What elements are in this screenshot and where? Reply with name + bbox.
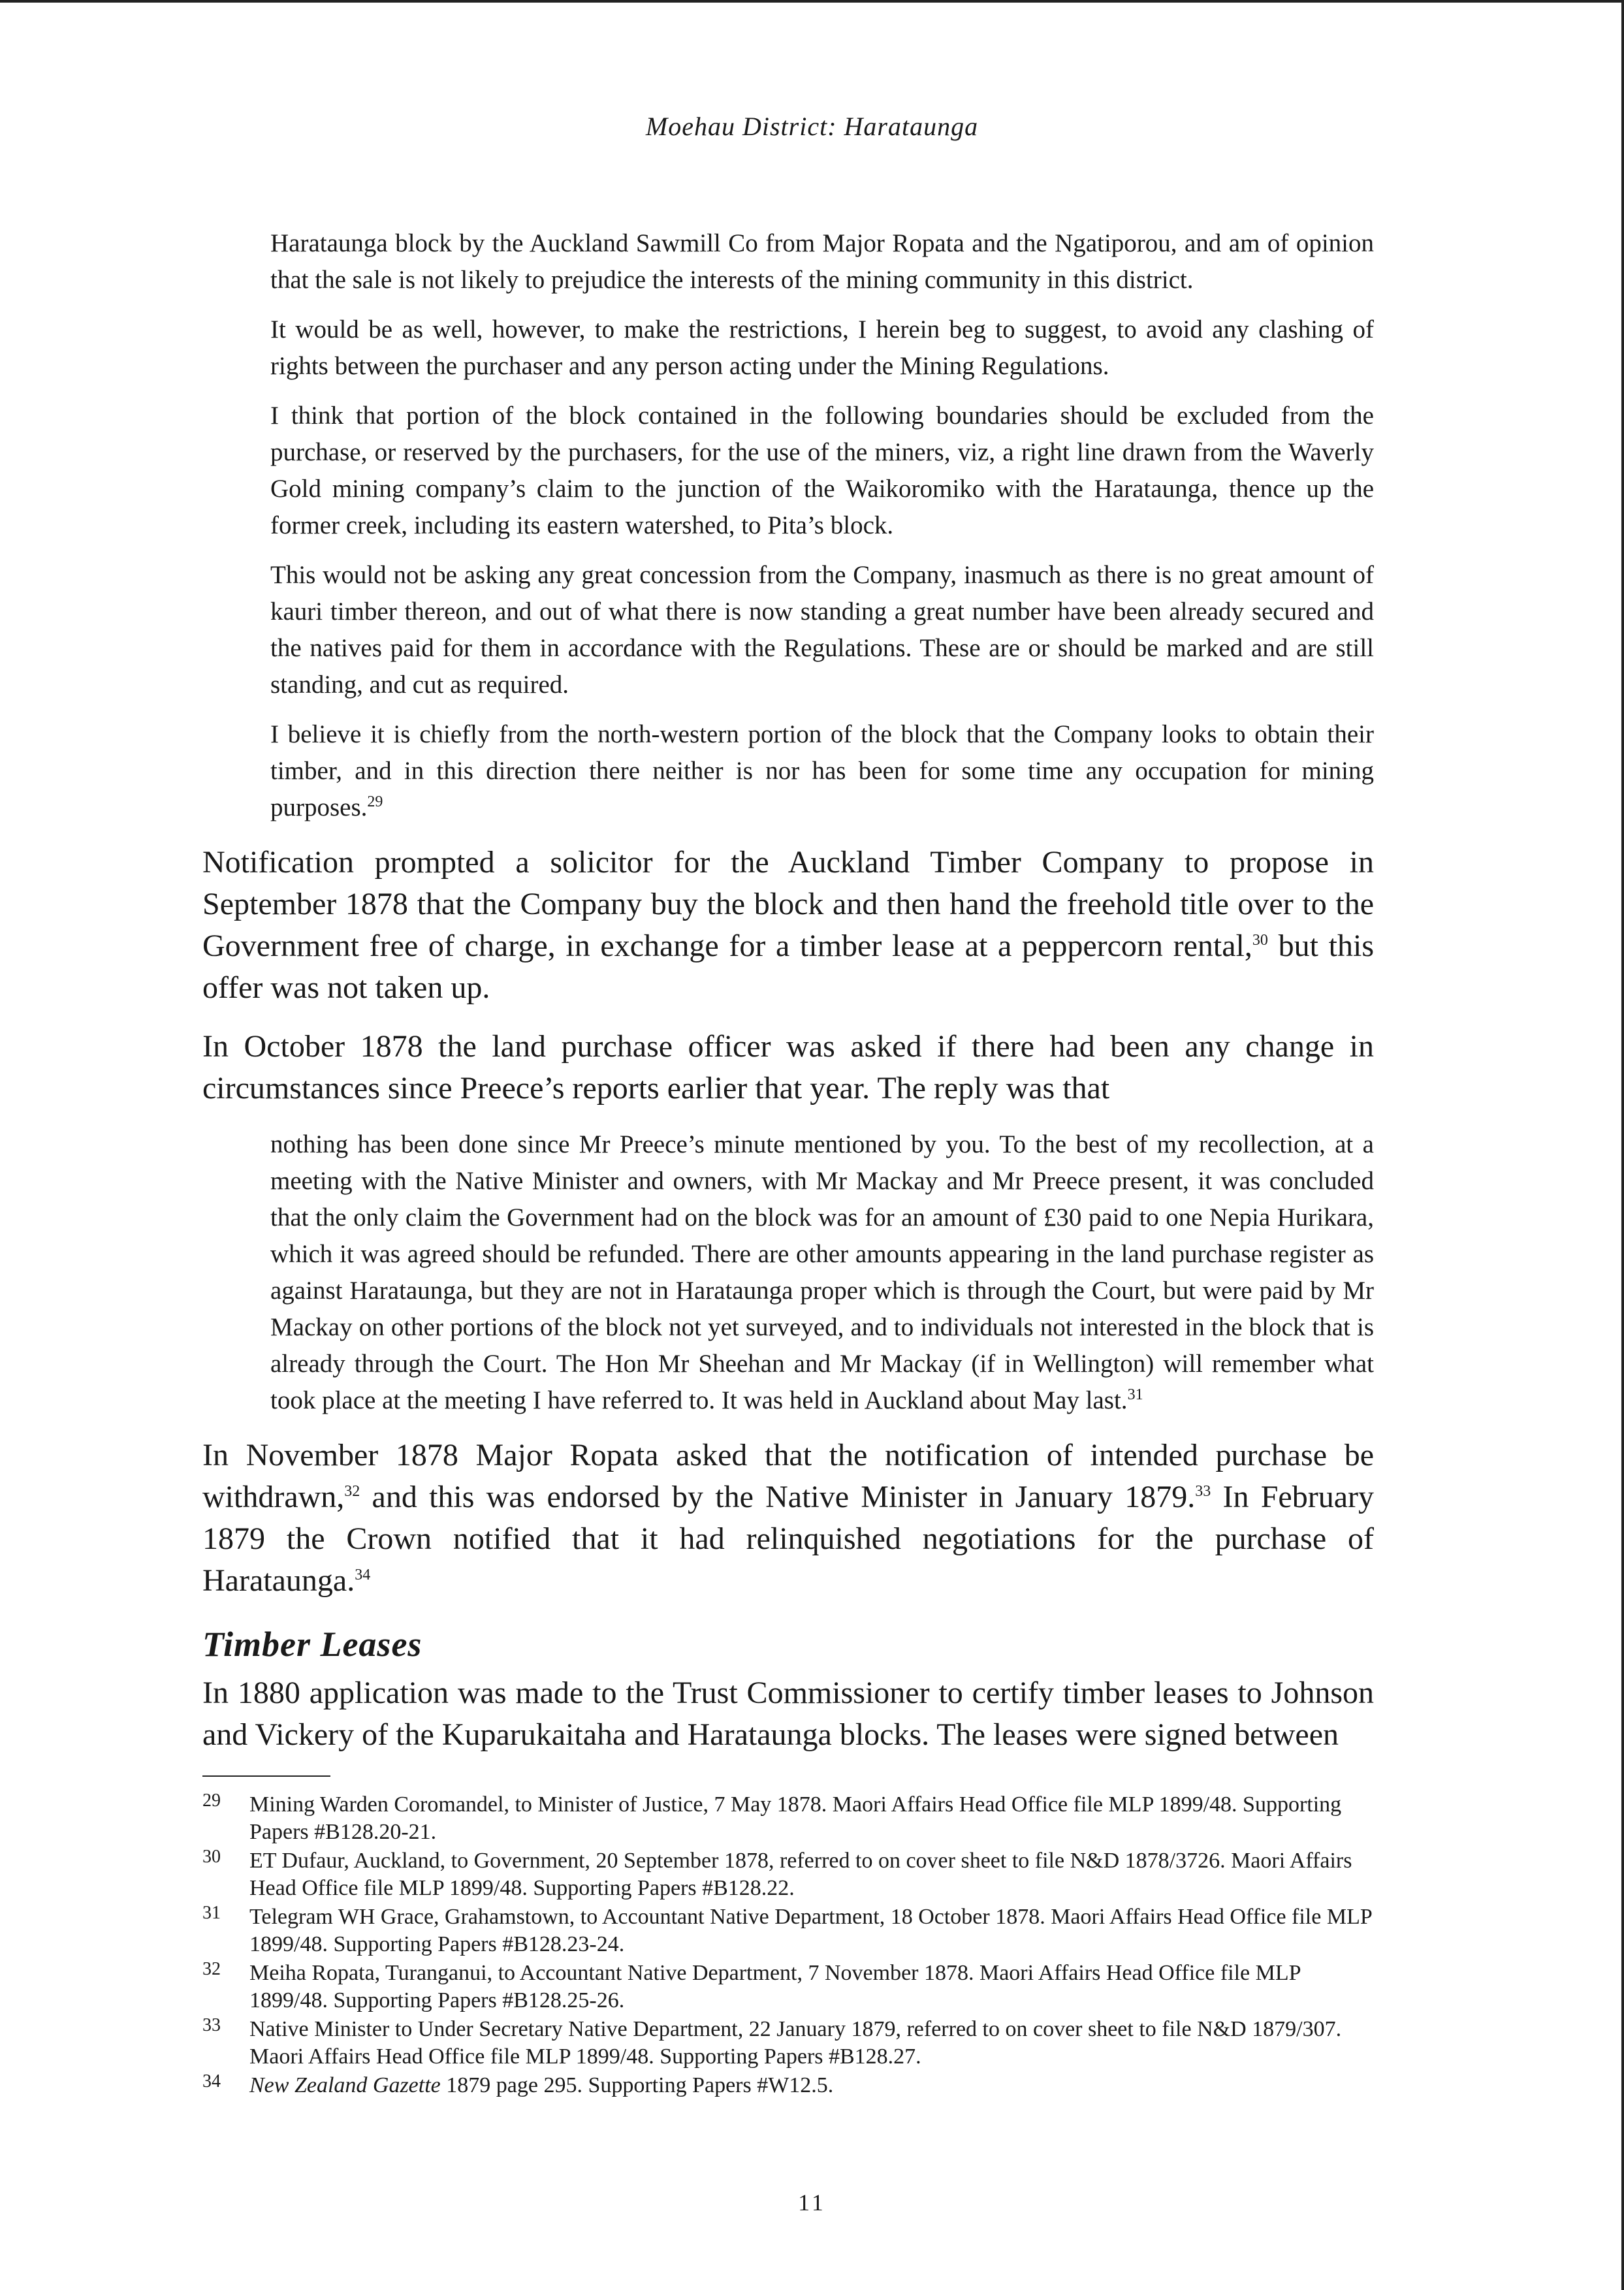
footnote-number: 30 [202,1847,221,1867]
footnote [202,1903,1374,1958]
quote-paragraph: This would not be asking any great concession from the Company, inasmuch as there is no great amount of kauri timber thereon, and out of what there is now standing a great number have been already secured and the natives paid for them in accordance with the Regulations. These are or should be marked and are still standing, and cut as required. [270,561,1374,699]
quote-paragraph: I think that portion of the block contained in the following boundaries should be excluded from the purchase, or reserved by the purchasers, for the use of the miners, viz, a right line drawn from the Waverly Gold mining company’s claim to the junction of the Waikoromiko with the Harataunga, thence up the former creek, including its eastern watershed, to Pita’s block. [270,402,1374,539]
footnote-ref[interactable]: 30 [1252,932,1268,949]
footnotes [202,1791,1374,2099]
footnote [202,2072,1374,2099]
quote-paragraph: nothing has been done since Mr Preece’s minute mentioned by you. To the best of my recollection, at a meeting with the Native Minister and owners, with Mr Mackay and Mr Preece present, it was concluded that the only claim the Government had on the block was for an amount of £30 paid to one Nepia Hurikara, which it was agreed should be refunded. There are other amounts appearing in the land purchase register as against Harataunga, but they are not in Harataunga proper which is through the Court, but were paid by Mr Mackay on other portions of the block not yet surveyed, and to individuals not interested in the block that is already through the Court. The Hon Mr Sheehan and Mr Mackay (if in Wellington) will remember what took place at the meeting I have referred to. It was held in Auckland about May last.$^{31}$ [270,1130,1374,1414]
footnote-text: ET Dufaur, Auckland, to Government, 20 September 1878, referred to on cover sheet to file N&D 1878/3726. Maori Affairs Head Office file MLP 1899/48. Supporting Papers #B128.22. [249,1849,1352,1900]
block-quote-land-purchase-officer [270,1126,1374,1419]
footnote [202,1847,1374,1902]
footnote [202,1791,1374,1846]
footnote-number: 34 [202,2071,221,2091]
body-paragraph: Notification prompted a solicitor for the Auckland Timber Company to propose in September 1878 that the Company buy the block and then hand the freehold title over to the Government free of charge, in exchange for a timber lease at a peppercorn rental,$^{30}$ but this offer was not taken up. [202,845,1375,1005]
footnote-text: Mining Warden Coromandel, to Minister of Justice, 7 May 1878. Maori Affairs Head Office file MLP 1899/48. Supporting Papers #B128.20-21. [249,1792,1342,1844]
footnote-ref[interactable]: 29 [367,793,383,810]
page-number: 11 [798,2189,826,2216]
footnote-number: 32 [202,1959,221,1979]
footnote-ref[interactable]: 33 [1195,1483,1211,1500]
body-paragraph: In November 1878 Major Ropata asked that the notification of intended purchase be withdrawn,$^{32}$ and this was endorsed by the Native Minister in January 1879.33 In February 1879 the Crown notified that it had relinquished negotiations for the purchase of Harataunga.$^{34}$ [202,1438,1374,1598]
footnote-ref[interactable]: 34 [355,1566,371,1583]
page-edge-right [1621,0,1624,2290]
footnote-ref[interactable]: 31 [1127,1386,1143,1403]
footnote-text: Telegram WH Grace, Grahamstown, to Accountant Native Department, 18 October 1878. Maori Affairs Head Office file MLP 1899/48. Supporting Papers #B128.23-24. [249,1905,1372,1956]
quote-paragraph: It would be as well, however, to make the restrictions, I herein beg to suggest, to avoid any clashing of rights between the purchaser and any person acting under the Mining Regulations. [270,315,1374,380]
footnote-divider [202,1775,330,1777]
body-text [202,842,1374,1109]
quote-paragraph: I believe it is chiefly from the north-western portion of the block that the Company looks to obtain their timber, and in this direction there neither is nor has been for some time any occupation for mining purposes.$^{29}$ [270,720,1374,821]
footnote-text: Native Minister to Under Secretary Native Department, 22 January 1879, referred to on cover sheet to file N&D 1879/307. Maori Affairs Head Office file MLP 1899/48. Supporting Papers #B128.27. [249,2017,1342,2069]
body-paragraph: In October 1878 the land purchase officer was asked if there had been any change in circumstances since Preece’s reports earlier that year. The reply was that [202,1029,1374,1105]
page-content [202,225,1374,2101]
body-text [202,1672,1374,1756]
page-edge-top [0,0,1624,3]
footnote-ref[interactable]: 32 [344,1483,360,1500]
footnote-number: 33 [202,2015,221,2035]
section-heading: Timber Leases [202,1625,422,1664]
block-quote-mining-warden [270,225,1374,826]
footnote [202,1960,1374,2014]
publication-title: New Zealand Gazette [249,2073,441,2097]
footnote-text: New Zealand Gazette 1879 page 295. Supporting Papers #W12.5. [249,2073,834,2097]
running-head: Moehau District: Harataunga [645,112,979,141]
footnote-number: 31 [202,1903,221,1923]
footnote [202,2016,1374,2071]
quote-paragraph: Harataunga block by the Auckland Sawmill Co from Major Ropata and the Ngatiporou, and am of opinion that the sale is not likely to prejudice the interests of the mining community in this district. [270,229,1374,294]
body-text [202,1435,1374,1602]
body-paragraph: In 1880 application was made to the Trust Commissioner to certify timber leases to Johnson and Vickery of the Kuparukaitaha and Harataunga blocks. The leases were signed between [202,1676,1374,1752]
footnote-text: Meiha Ropata, Turanganui, to Accountant Native Department, 7 November 1878. Maori Affairs Head Office file MLP 1899/48. Supporting Papers #B128.25-26. [249,1961,1301,2012]
footnote-number: 29 [202,1790,221,1811]
